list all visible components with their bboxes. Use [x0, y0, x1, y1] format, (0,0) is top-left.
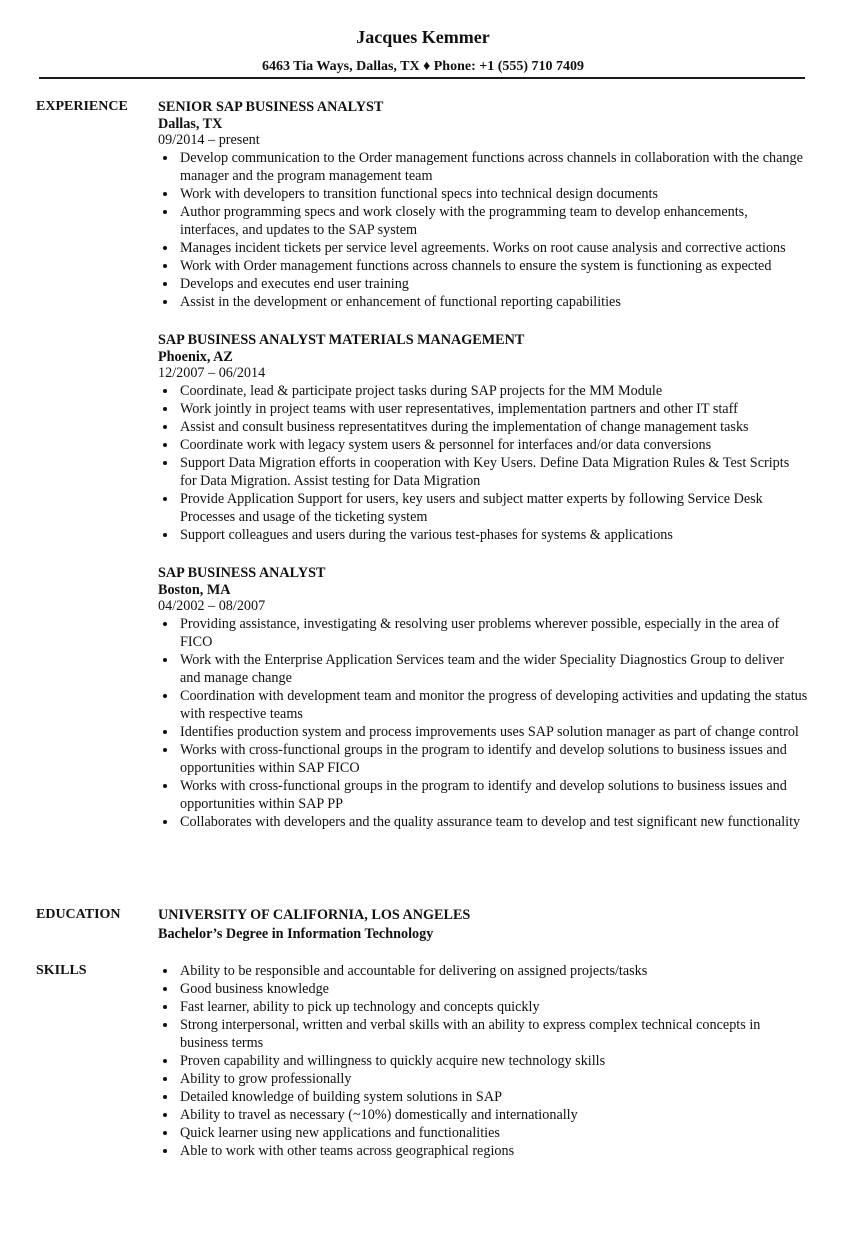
- job-bullets: [158, 149, 808, 311]
- list-item: Providing assistance, investigating & resolving user problems wherever possible, especially in the area of FICO: [158, 615, 808, 651]
- job-location: Dallas, TX: [158, 116, 223, 132]
- list-item: Works with cross-functional groups in the program to identify and develop solutions to business issues and opportunities within SAP FICO: [158, 741, 808, 777]
- contact-line: 6463 Tia Ways, Dallas, TX ♦ Phone: +1 (555) 710 7409: [261, 59, 585, 74]
- list-item: Detailed knowledge of building system solutions in SAP: [158, 1088, 808, 1106]
- skills-list: [158, 962, 808, 1160]
- job-entry: [158, 564, 808, 831]
- job-bullets: [158, 615, 808, 831]
- job-bullets: [158, 382, 808, 544]
- list-item: Assist in the development or enhancement of functional reporting capabilities: [158, 293, 808, 311]
- degree: Bachelor’s Degree in Information Technology: [158, 926, 434, 942]
- list-item: Ability to grow professionally: [158, 1070, 808, 1088]
- list-item: Support Data Migration efforts in cooperation with Key Users. Define Data Migration Rules & Test Scripts for Data Migration. Assist testing for Data Migration: [158, 454, 808, 490]
- job-entry: [158, 98, 808, 311]
- candidate-name: Jacques Kemmer: [356, 27, 490, 47]
- list-item: Good business knowledge: [158, 980, 808, 998]
- job-entry: [158, 331, 808, 544]
- list-item: Fast learner, ability to pick up technology and concepts quickly: [158, 998, 808, 1016]
- job-dates: 09/2014 – present: [158, 132, 260, 148]
- job-dates: 04/2002 – 08/2007: [158, 598, 266, 614]
- list-item: Ability to travel as necessary (~10%) domestically and internationally: [158, 1106, 808, 1124]
- list-item: Coordination with development team and monitor the progress of developing activities and updating the status with respective teams: [158, 687, 808, 723]
- education-section: [158, 906, 808, 944]
- list-item: Works with cross-functional groups in the program to identify and develop solutions to business issues and opportunities within SAP PP: [158, 777, 808, 813]
- list-item: Work with developers to transition functional specs into technical design documents: [158, 185, 808, 203]
- list-item: Quick learner using new applications and functionalities: [158, 1124, 808, 1142]
- list-item: Manages incident tickets per service level agreements. Works on root cause analysis and corrective actions: [158, 239, 808, 257]
- skills-section: [158, 962, 808, 1160]
- list-item: Work with the Enterprise Application Services team and the wider Speciality Diagnostics Group to deliver and manage change: [158, 651, 808, 687]
- job-title: SENIOR SAP BUSINESS ANALYST: [158, 99, 384, 115]
- list-item: Assist and consult business representatitves during the implementation of change management tasks: [158, 418, 808, 436]
- list-item: Provide Application Support for users, key users and subject matter experts by following Service Desk Processes and usage of the ticketing system: [158, 490, 808, 526]
- list-item: Support colleagues and users during the various test-phases for systems & applications: [158, 526, 808, 544]
- job-location: Boston, MA: [158, 582, 231, 598]
- job-location: Phoenix, AZ: [158, 349, 233, 365]
- list-item: Ability to be responsible and accountable for delivering on assigned projects/tasks: [158, 962, 808, 980]
- list-item: Work with Order management functions across channels to ensure the system is functioning as expected: [158, 257, 808, 275]
- list-item: Proven capability and willingness to quickly acquire new technology skills: [158, 1052, 808, 1070]
- list-item: Work jointly in project teams with user representatives, implementation partners and other IT staff: [158, 400, 808, 418]
- list-item: Develop communication to the Order management functions across channels in collaboration with the change manager and the program management team: [158, 149, 808, 185]
- job-dates: 12/2007 – 06/2014: [158, 365, 266, 381]
- list-item: Able to work with other teams across geographical regions: [158, 1142, 808, 1160]
- list-item: Collaborates with developers and the quality assurance team to develop and test significant new functionality: [158, 813, 808, 831]
- experience-section: [158, 98, 808, 851]
- job-title: SAP BUSINESS ANALYST MATERIALS MANAGEMENT: [158, 332, 525, 348]
- skills-heading: SKILLS: [36, 963, 87, 978]
- header-divider: [39, 77, 805, 79]
- list-item: Develops and executes end user training: [158, 275, 808, 293]
- job-title: SAP BUSINESS ANALYST: [158, 565, 326, 581]
- school-name: UNIVERSITY OF CALIFORNIA, LOS ANGELES: [158, 907, 471, 923]
- list-item: Strong interpersonal, written and verbal skills with an ability to express complex technical concepts in business terms: [158, 1016, 808, 1052]
- list-item: Author programming specs and work closely with the programming team to develop enhancements, interfaces, and updates to the SAP system: [158, 203, 808, 239]
- experience-heading: EXPERIENCE: [36, 99, 128, 114]
- list-item: Identifies production system and process improvements uses SAP solution manager as part of change control: [158, 723, 808, 741]
- list-item: Coordinate, lead & participate project tasks during SAP projects for the MM Module: [158, 382, 808, 400]
- list-item: Coordinate work with legacy system users & personnel for interfaces and/or data conversions: [158, 436, 808, 454]
- education-heading: EDUCATION: [36, 907, 121, 922]
